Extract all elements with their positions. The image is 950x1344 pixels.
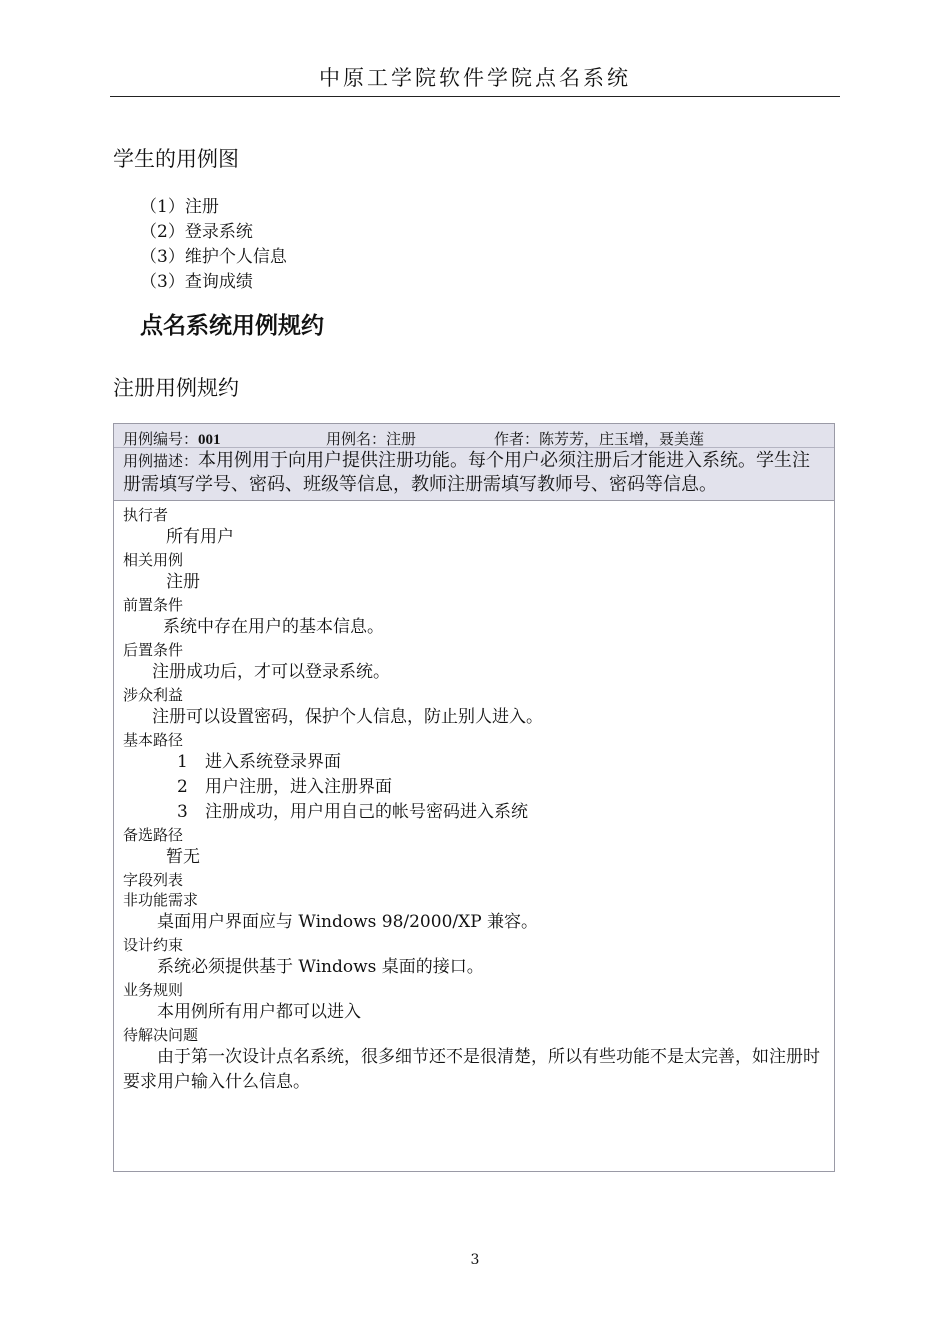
field-list-label: 字段列表 — [123, 871, 184, 889]
related-value: 注册 — [166, 572, 200, 592]
section-title: 学生的用例图 — [113, 147, 239, 171]
page-number: 3 — [470, 1252, 480, 1268]
postcondition-value: 注册成功后，才可以登录系统。 — [152, 662, 390, 682]
precondition-value: 系统中存在用户的基本信息。 — [163, 617, 384, 637]
open-issues-value: 由于第一次设计点名系统，很多细节还不是很清楚，所以有些功能不是太完善，如注册时要求用户输入什么信息。 — [123, 1047, 820, 1092]
use-case-id-value: 001 — [198, 432, 221, 448]
toc-list — [140, 195, 287, 295]
use-case-id-label: 用例编号： — [123, 430, 199, 448]
toc-item: （1）注册 — [140, 197, 219, 217]
related-label: 相关用例 — [123, 551, 184, 569]
stakeholder-label: 涉众利益 — [123, 686, 184, 704]
basic-path-steps — [123, 750, 834, 825]
description-text: 本用例用于向用户提供注册功能。每个用户必须注册后才能进入系统。学生注册需填写学号、密码、班级等信息，教师注册需填写教师号、密码等信息。 — [123, 450, 811, 495]
nonfunctional-label: 非功能需求 — [123, 891, 199, 909]
header-rule — [110, 96, 840, 97]
business-rules-label: 业务规则 — [123, 981, 184, 999]
toc-item: （3）维护个人信息 — [140, 247, 287, 267]
step-number: 1 — [177, 752, 188, 772]
business-rules-value: 本用例所有用户都可以进入 — [157, 1002, 361, 1022]
step-text: 用户注册，进入注册界面 — [205, 777, 392, 797]
step-number: 3 — [177, 802, 188, 822]
use-case-id — [123, 428, 221, 449]
toc-item: （2）登录系统 — [140, 222, 253, 242]
list-item — [123, 750, 834, 775]
heading-use-case-spec: 点名系统用例规约 — [140, 313, 324, 339]
actor-value: 所有用户 — [166, 527, 234, 547]
running-header: 中原工学院软件学院点名系统 — [319, 66, 631, 90]
step-number: 2 — [177, 777, 188, 797]
description-label: 用例描述： — [123, 452, 199, 470]
alternate-path-label: 备选路径 — [123, 826, 184, 844]
alternate-path-value: 暂无 — [166, 847, 200, 867]
toc-item: （3）查询成绩 — [140, 272, 253, 292]
heading-register-spec: 注册用例规约 — [113, 376, 239, 400]
design-constraint-value: 系统必须提供基于 Windows 桌面的接口。 — [157, 957, 484, 977]
description-row — [114, 448, 834, 501]
use-case-table — [113, 423, 835, 1172]
table-header-row — [114, 424, 834, 448]
use-case-author: 作者：陈芳芳，庄玉增，聂美莲 — [494, 430, 705, 448]
actor-label: 执行者 — [123, 506, 169, 524]
open-issues-label: 待解决问题 — [123, 1026, 199, 1044]
nonfunctional-value: 桌面用户界面应与 Windows 98/2000/XP 兼容。 — [157, 912, 539, 932]
list-item — [123, 775, 834, 800]
precondition-label: 前置条件 — [123, 596, 184, 614]
step-text: 进入系统登录界面 — [205, 752, 341, 772]
stakeholder-value: 注册可以设置密码，保护个人信息，防止别人进入。 — [152, 707, 543, 727]
table-body — [114, 501, 834, 1095]
use-case-name: 用例名：注册 — [326, 430, 417, 448]
list-item — [123, 800, 834, 825]
postcondition-label: 后置条件 — [123, 641, 184, 659]
design-constraint-label: 设计约束 — [123, 936, 184, 954]
step-text: 注册成功，用户用自己的帐号密码进入系统 — [205, 802, 528, 822]
basic-path-label: 基本路径 — [123, 731, 184, 749]
